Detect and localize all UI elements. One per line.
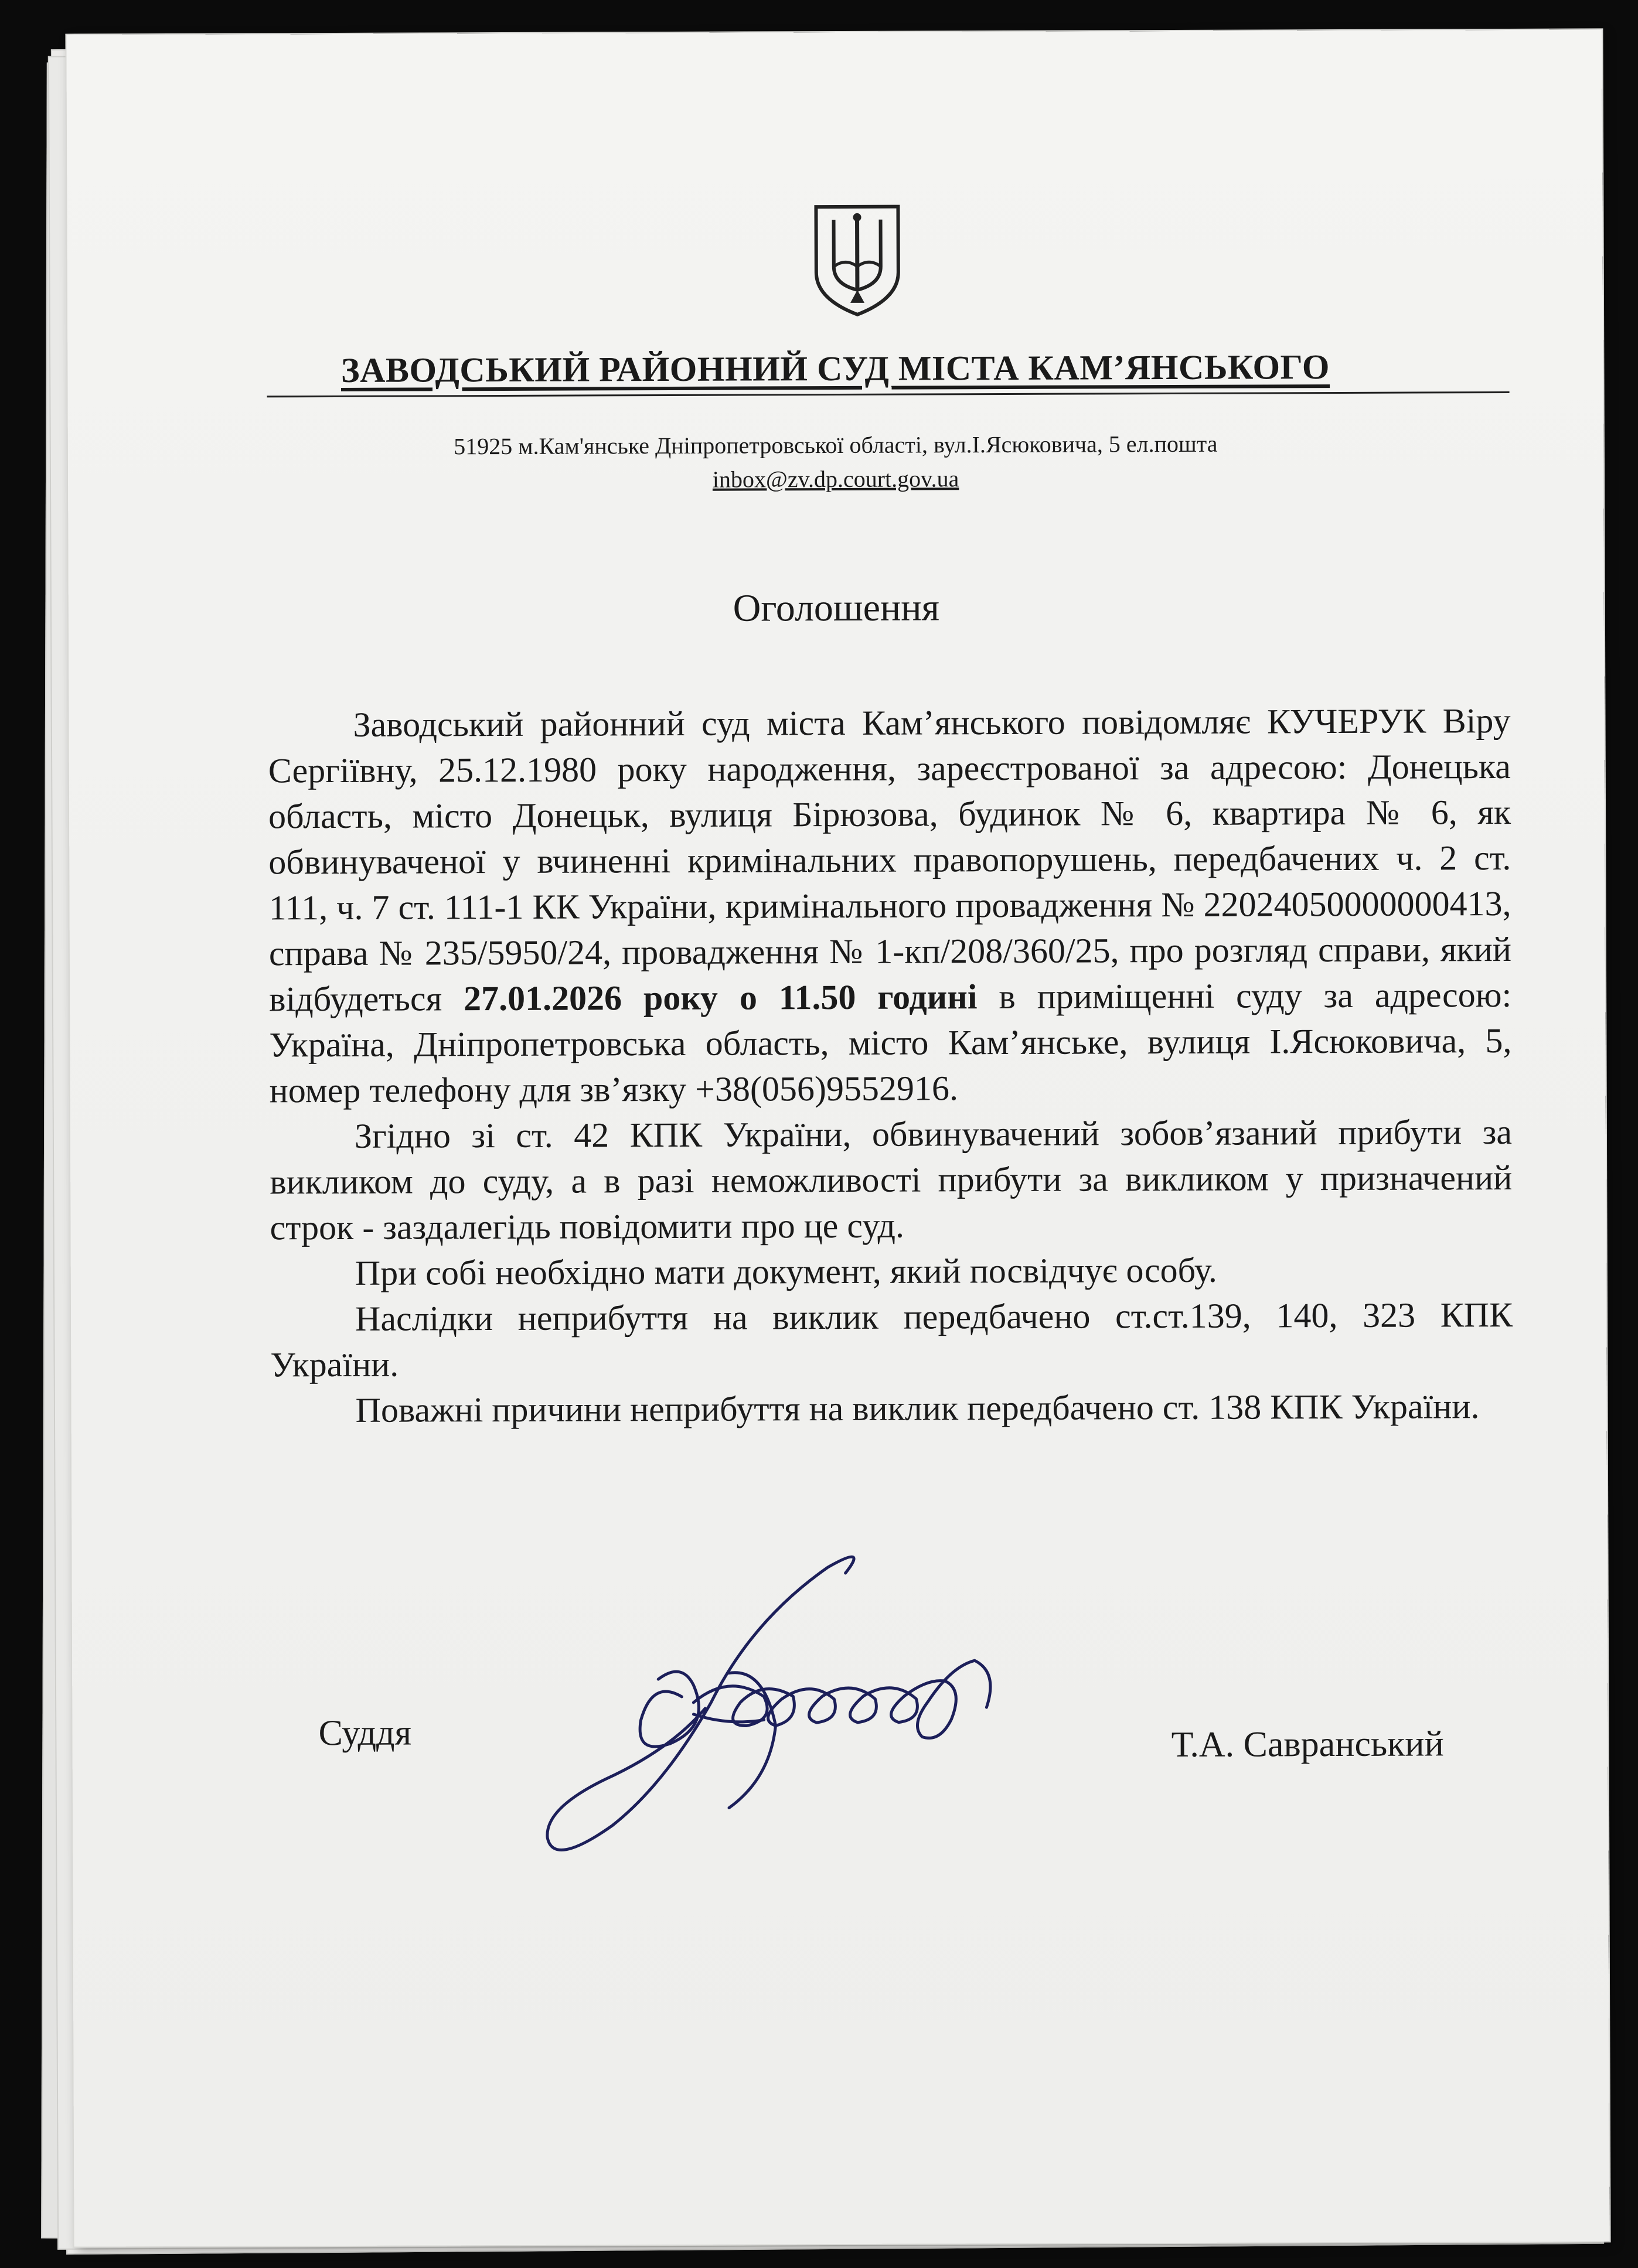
header-divider (267, 391, 1510, 397)
paragraph-valid-reasons: Поважні причини неприбуття на виклик передбачено ст. 138 КПК України. (355, 1387, 1480, 1430)
email-link[interactable]: inbox@zv.dp.court.gov.ua (712, 465, 959, 493)
announcement-body (268, 698, 1513, 1433)
address-line: 51925 м.Кам'янське Дніпропетровської області, вул.І.Ясюковича, 5 ел.пошта (454, 430, 1218, 460)
document-page (66, 29, 1609, 2246)
document-title: Оголошення (733, 586, 940, 630)
paragraph-summons: Заводський районний суд міста Кам’янського повідомляє КУЧЕРУК Віру Сергіївну, 25.12.1980 року народження, зареєстрованої за адресою: Донецька область, місто Донецьк, вулиця Бірюзова, будинок № 6, квартира № 6, як обвинуваченої у вчиненні кримінальних правопорушень, передбачених ч. 2 ст. 111, ч. 7 ст. 111-1 КК України, кримінального провадження № 22024050000000413, справа № 235/5950/24, провадження № 1-кп/208/360/25, про розгляд справи, який відбудеться 27.01.2026 року о 11.50 годині в приміщенні суду за адресою: Україна, Дніпропетровська область, місто Кам’янське, вулиця І.Ясюковича, 5, номер телефону для зв’язку +38(056)9552916. (268, 701, 1512, 1110)
signature-role: Суддя (318, 1713, 412, 1754)
trident-coat-of-arms-icon (810, 202, 904, 320)
court-address (68, 425, 1603, 499)
judge-name: Т.А. Савранський (1171, 1724, 1444, 1765)
paragraph-document: При собі необхідно мати документ, який посвідчує особу. (355, 1250, 1217, 1292)
court-name: ЗАВОДСЬКИЙ РАЙОННИЙ СУД МІСТА КАМ’ЯНСЬКОГО (340, 347, 1330, 390)
paragraph-obligation: Згідно зі ст. 42 КПК України, обвинувачений зобов’язаний прибути за викликом до суду, а в разі неможливості прибути за викликом у призначений строк - заздалегідь повідомити про це суд. (270, 1112, 1513, 1247)
handwritten-signature (517, 1531, 1151, 1908)
paragraph-consequences: Наслідки неприбуття на виклик передбачено ст.ст.139, 140, 323 КПК України. (270, 1295, 1513, 1384)
hearing-datetime: 27.01.2026 року о 11.50 годині (463, 977, 978, 1018)
